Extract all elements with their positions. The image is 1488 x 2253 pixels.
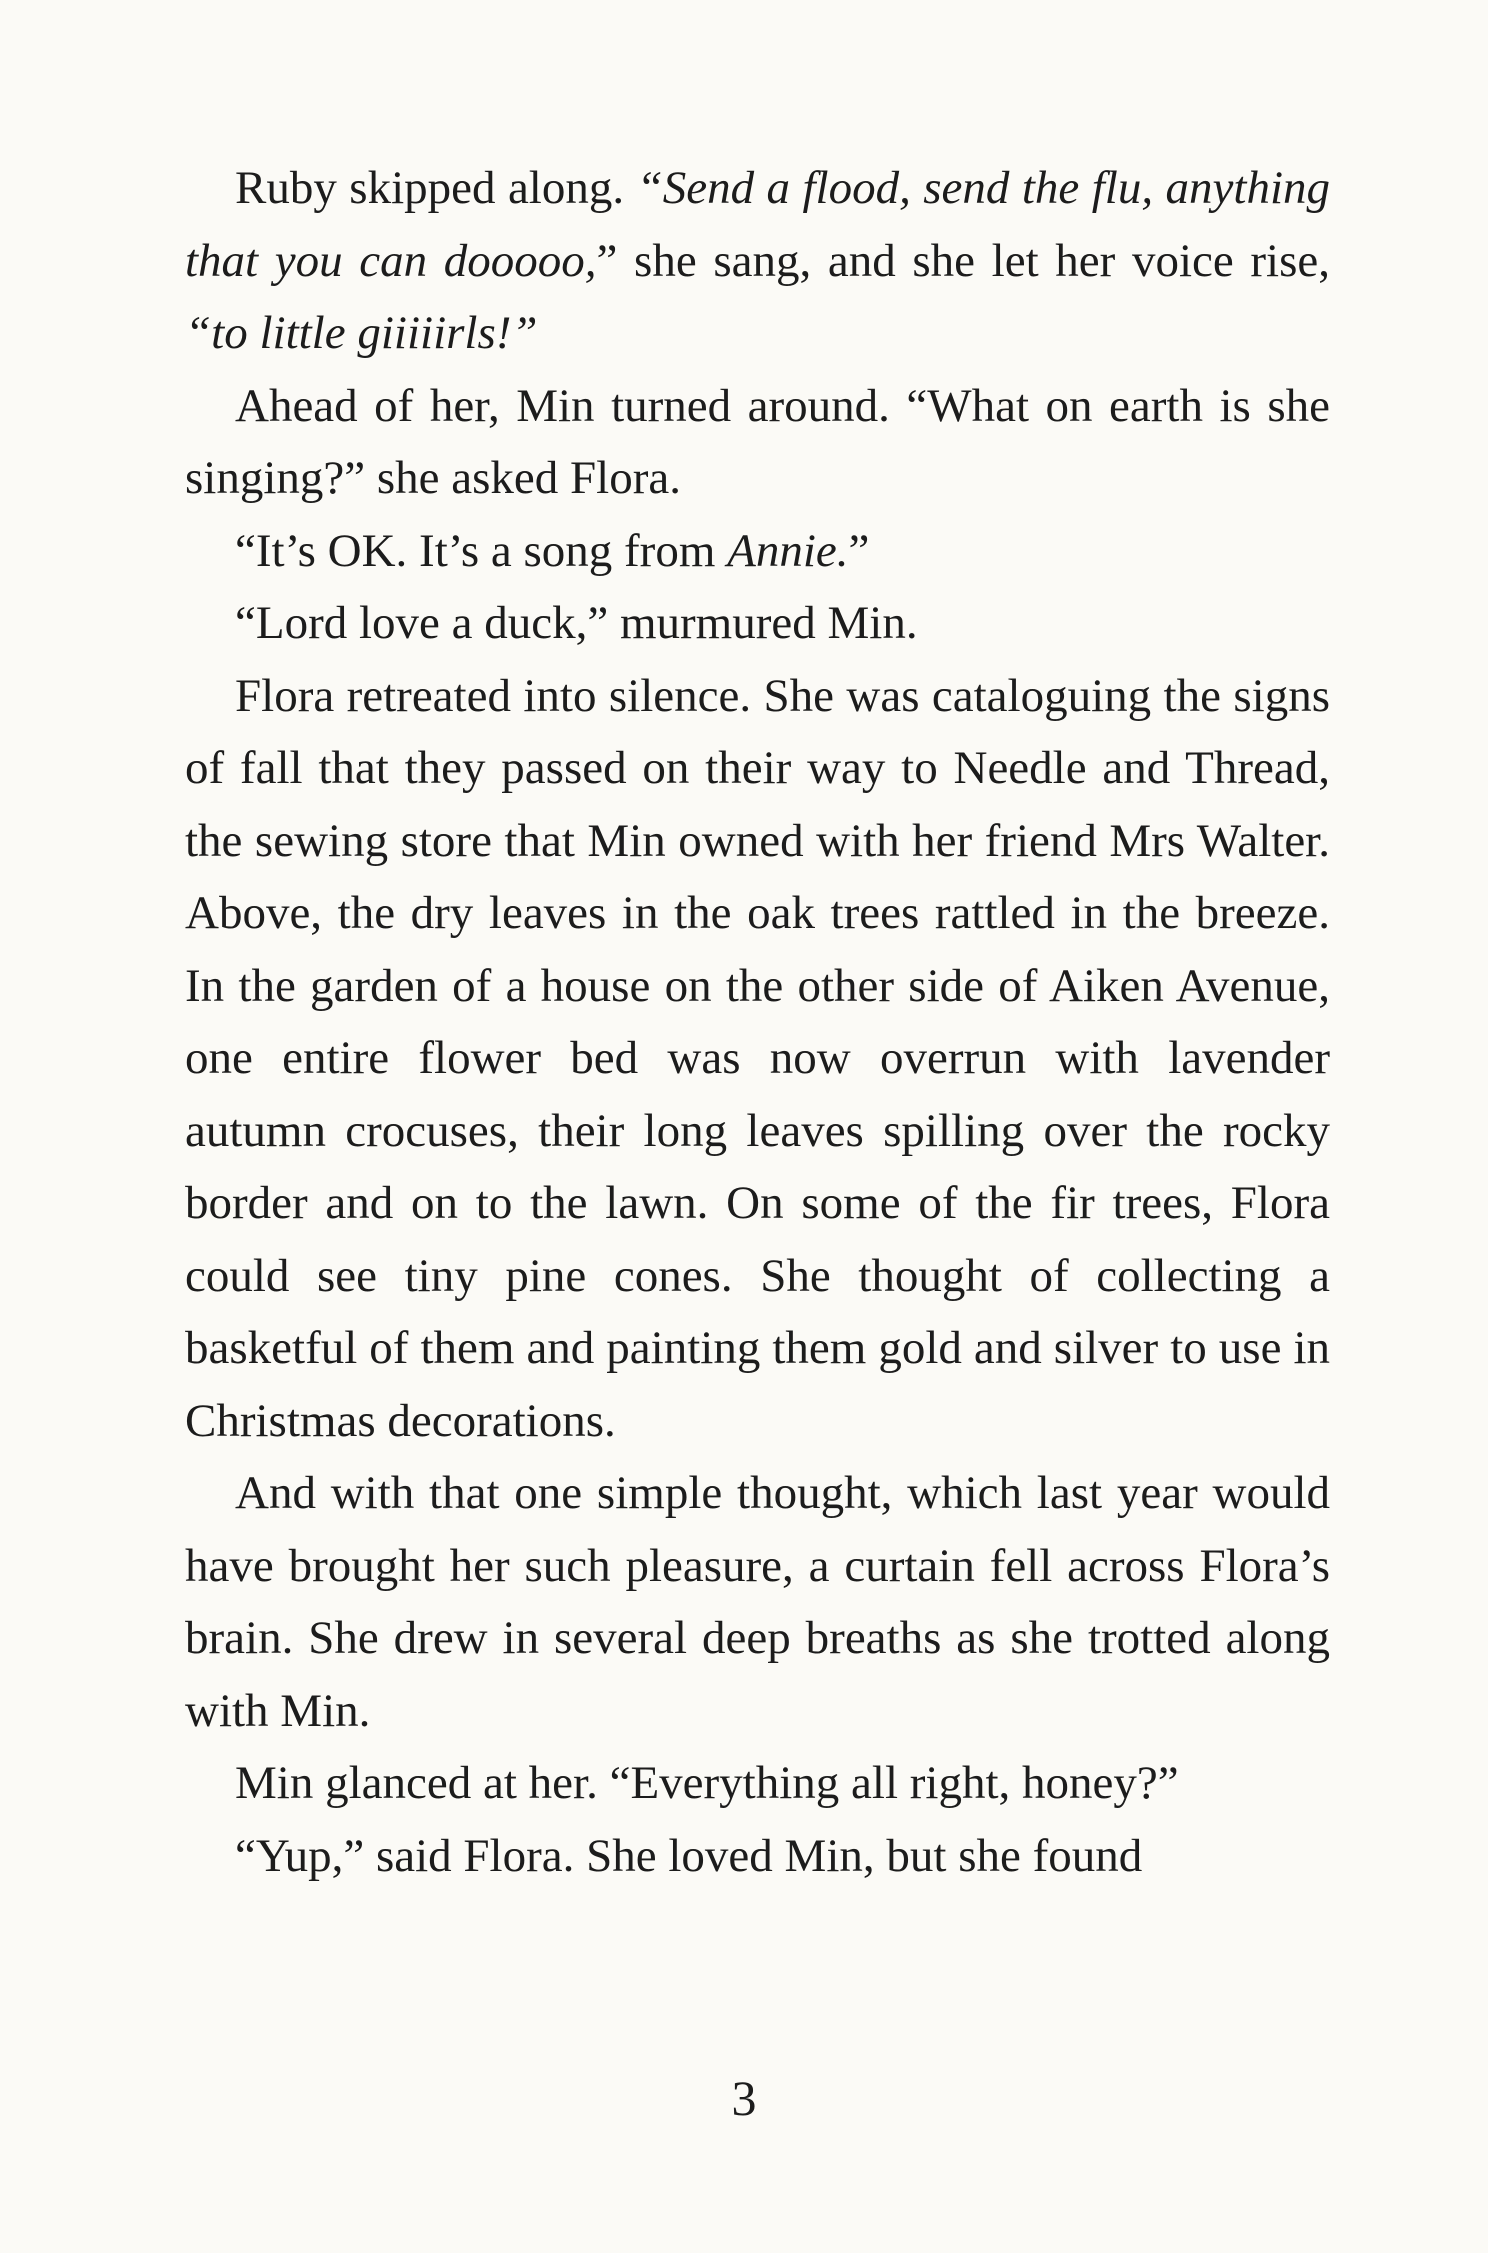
- text-segment: Ahead of her, Min turned around. “What on earth is she singing?” she asked Flora.: [185, 379, 1330, 504]
- paragraph: [185, 587, 1330, 660]
- text-segment: Min glanced at her. “Everything all right, honey?”: [235, 1757, 1179, 1809]
- paragraph: [185, 660, 1330, 1458]
- text-segment: Flora retreated into silence. She was cataloguing the signs of fall that they passed on their way to Needle and Thread, the sewing store that Min owned with her friend Mrs Walter. Above, the dry leaves in the oak trees rattled in the breeze. In the garden of a house on the other side of Aiken Avenue, one entire flower bed was now overrun with lavender autumn crocuses, their long leaves spilling over the rocky border and on to the lawn. On some of the fir trees, Flora could see tiny pine cones. She thought of collecting a basketful of them and painting them gold and silver to use in Christmas decorations.: [185, 669, 1330, 1447]
- paragraph: [185, 1747, 1330, 1820]
- text-segment: And with that one simple thought, which last year would have brought her such pleasure, a curtain fell across Flora’s brain. She drew in several deep breaths as she trotted along with Min.: [185, 1467, 1330, 1737]
- italic-text-segment: “Send a flood, send the flu, anything that you can dooooo,: [185, 162, 1330, 287]
- text-segment: ”: [848, 524, 870, 577]
- text-segment: “It’s OK. It’s a song from: [235, 524, 728, 577]
- text-segment: “Lord love a duck,” murmured Min.: [235, 597, 918, 649]
- paragraph: [185, 515, 1330, 588]
- paragraph: [185, 152, 1330, 370]
- italic-text-segment: “to little giiiiirls!”: [185, 307, 538, 359]
- text-segment: ” she sang, and she let her voice rise,: [596, 234, 1330, 287]
- body-text: [185, 152, 1330, 1892]
- text-segment: “Yup,” said Flora. She loved Min, but she found: [235, 1829, 1143, 1882]
- paragraph: [185, 1457, 1330, 1747]
- page-number: 3: [731, 2070, 757, 2126]
- paragraph: [185, 370, 1330, 515]
- italic-text-segment: Annie.: [727, 524, 849, 577]
- text-segment: Ruby skipped along.: [235, 162, 637, 214]
- paragraph: [185, 1820, 1330, 1893]
